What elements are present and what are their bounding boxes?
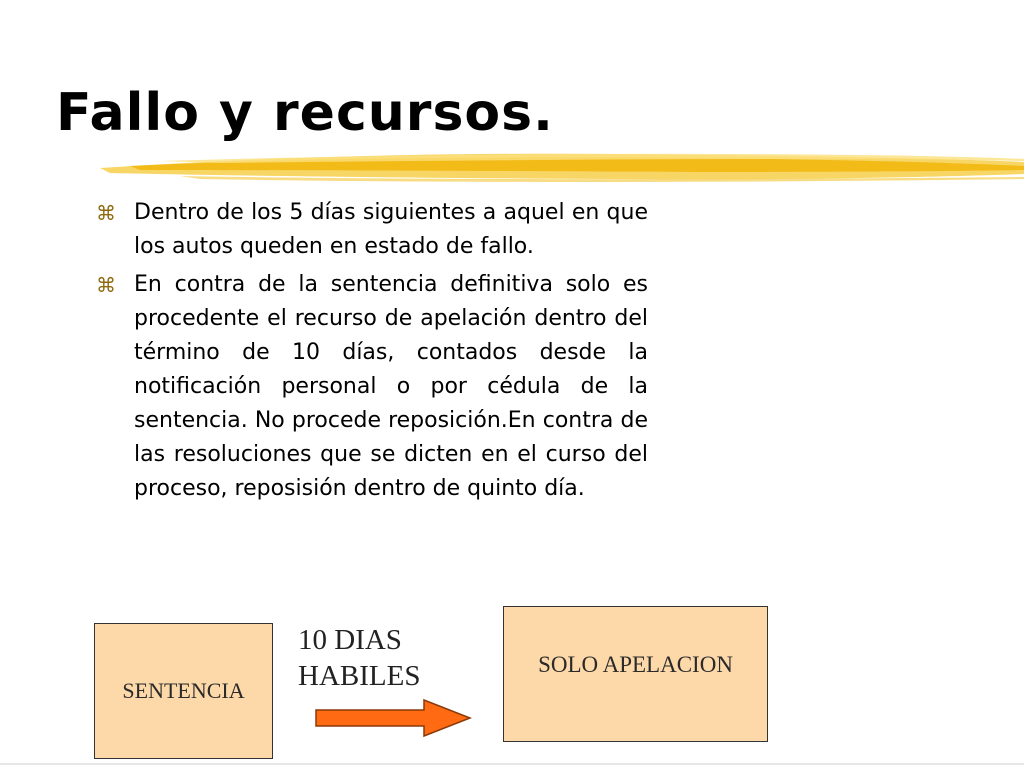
command-key-icon: ⌘	[96, 201, 116, 225]
bullet-item	[96, 196, 648, 264]
arrow-label-line-2: HABILES	[298, 660, 421, 692]
bullet-text: Dentro de los 5 días siguientes a aquel en que los autos queden en estado de fallo.	[134, 200, 648, 259]
apelacion-label: SOLO APELACION	[538, 652, 733, 677]
sentencia-box	[94, 623, 273, 759]
slide-title: Fallo y recursos.	[56, 83, 554, 143]
bullet-item	[96, 268, 648, 506]
arrow-label	[298, 622, 420, 694]
right-arrow-icon	[314, 698, 474, 738]
sentencia-label: SENTENCIA	[122, 678, 245, 703]
title-underline-brush-stroke	[100, 146, 1024, 188]
arrow-label-line-1: 10 DIAS	[298, 624, 402, 656]
bullet-text: En contra de la sentencia definitiva solo es procedente el recurso de apelación dentro del término de 10 días, contados desde la notificación personal o por cédula de la sentencia. No procede reposición.En contra de las resoluciones que se dicten en el curso del proceso, reposisión dentro de quinto día.	[134, 272, 648, 501]
bottom-divider	[0, 763, 1024, 765]
command-key-icon: ⌘	[96, 273, 116, 297]
bullet-list	[96, 196, 648, 510]
apelacion-box	[503, 606, 768, 742]
